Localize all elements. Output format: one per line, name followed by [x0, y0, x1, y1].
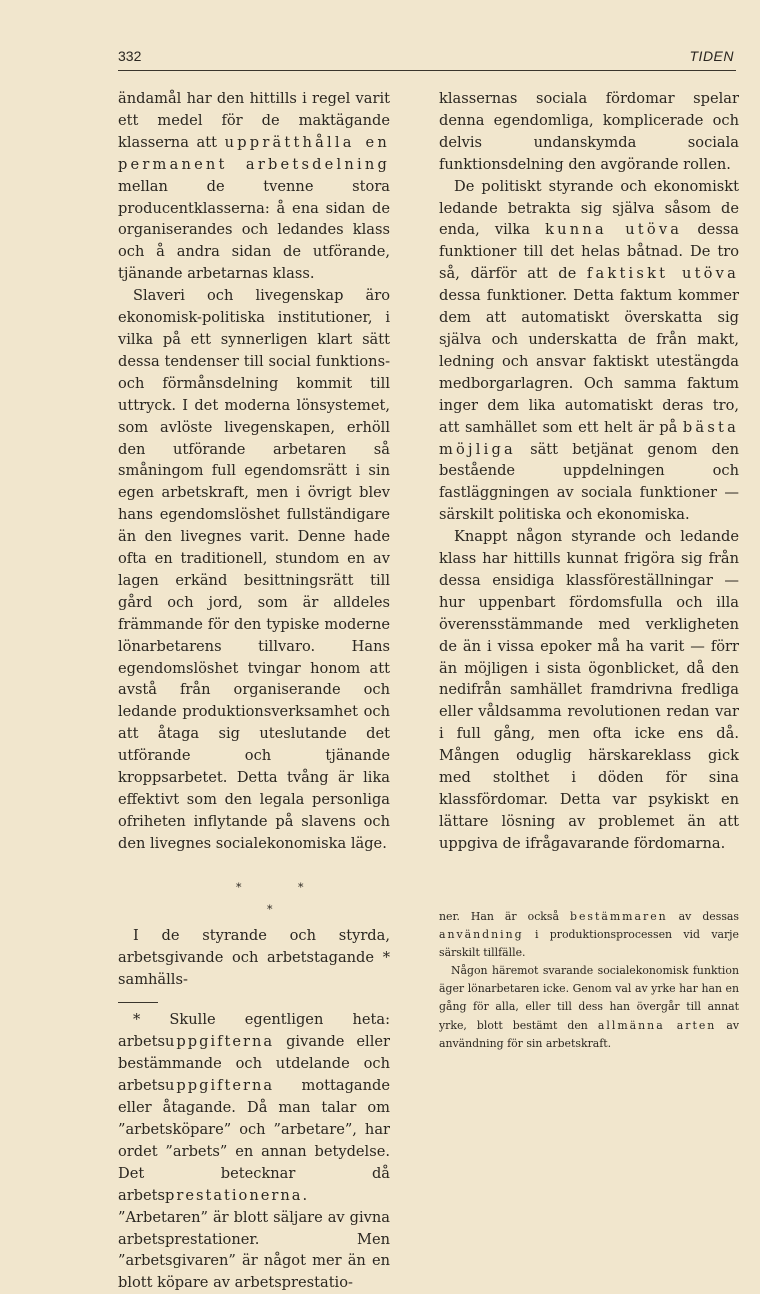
footnote-continued: [439, 908, 739, 1053]
footnote: Någon häremot svarande socialekonomisk funktion äger lönarbetaren icke. Genom val av yrke har han en gång för alla, eller till dess han övergår till annat yrke, blott bestämt den allmänna arten av användning för sin arbetskraft.: [439, 964, 740, 1050]
page-number: 332: [118, 48, 142, 64]
paragraph: I de styrande och styrda, arbetsgivande och arbetstagande * samhälls-: [118, 926, 390, 988]
paragraph: De politiskt styrande och ekonomiskt ledande betrakta sig själva såsom de enda, vilka kunna utöva dessa funktioner till det helas båtnad. De tro så, därför att de faktiskt utöva dessa funktioner. Detta faktum kommer dem att automatiskt överskatta sig själva och underskatta de från makt, ledning och ansvar faktiskt utestängda medborgarlagren. Och samma faktum inger dem lika automatiskt deras tro, att samhället som ett helt är på bästa möjliga sätt betjänat genom den bestående uppdelningen och fastläggningen av sociala funktioner — särskilt politiska och ekonomiska.: [439, 177, 739, 524]
right-column: [439, 88, 739, 855]
page-header: [118, 48, 736, 68]
footnote: ner. Han är också bestämmaren av dessas användning i produktionsprocessen vid varje särskilt tillfälle.: [439, 910, 739, 960]
header-rule: [118, 70, 736, 71]
section-break: * * *: [236, 880, 304, 916]
left-column: [118, 88, 390, 1294]
paragraph: ändamål har den hittills i regel varit ett medel för de maktägande klasserna att upprätthålla en permanent arbetsdelning mellan de tvenne stora producentklasserna: å ena sidan de organiserandes och ledandes klass och å andra sidan de utförande, tjänande arbetarnas klass.: [118, 90, 390, 283]
paragraph: Slaveri och livegenskap äro ekonomisk-politiska institutioner, i vilka på ett synnerligen klart sätt dessa tendenser till social funktions- och förmånsdelning kommit till uttryck. I det moderna lönsystemet, som avlöste livegenskapen, erhöll den utförande arbetaren så småningom full egendomsrätt i sin egen arbetskraft, men i övrigt blev hans egendomslöshet fullständigare än den livegnes varit. Denne hade ofta en traditionell, stundom en av lagen erkänd besittningsrätt till gård och jord, som är alldeles främmande för den typiske moderne lönarbetarens tillvaro. Hans egendomslöshet tvingar honom att avstå från organiserande och ledande produktionsverksamhet och att åtaga sig uteslutande det utförande och tjänande kroppsarbetet. Detta tvång är lika effektivt som den legala personliga ofriheten inflytande på slavens och den livegnes socialekonomiska läge.: [118, 287, 390, 852]
paragraph: Knappt någon styrande och ledande klass har hittills kunnat frigöra sig från dessa ensidiga klassföreställningar — hur uppenbart fördomsfulla och illa överensstämmande med verkligheten de än i vissa epoker må ha varit — förr än möjligen i sista ögonblicket, då den nedifrån samhället framdrivna fredliga eller våldsamma revolutionen redan var i full gång, men ofta icke ens då. Mången oduglig härskareklass gick med stolthet i döden för sina klassfördomar. Detta var psykiskt en lättare lösning av problemet än att uppgiva de ifrågavarande fördomarna.: [439, 528, 739, 852]
footnote: * Skulle egentligen heta: arbetsuppgifterna givande eller bestämmande och utdelande och arbetsuppgifterna mottagande eller åtagande. Då man talar om ”arbetsköpare” och ”arbetare”, har ordet ”arbets” en annan betydelse. Det betecknar då arbetsprestationerna. ”Arbetaren” är blott säljare av givna arbetsprestationer. Men ”arbetsgivaren” är något mer än en blott köpare av arbetsprestatio-: [118, 1011, 390, 1292]
footnote-rule: [118, 1002, 158, 1003]
paragraph: klassernas sociala fördomar spelar denna egendomliga, komplicerade och delvis undanskymda sociala funktionsdelning den avgörande rollen.: [439, 90, 739, 173]
running-title: TIDEN: [689, 48, 734, 64]
